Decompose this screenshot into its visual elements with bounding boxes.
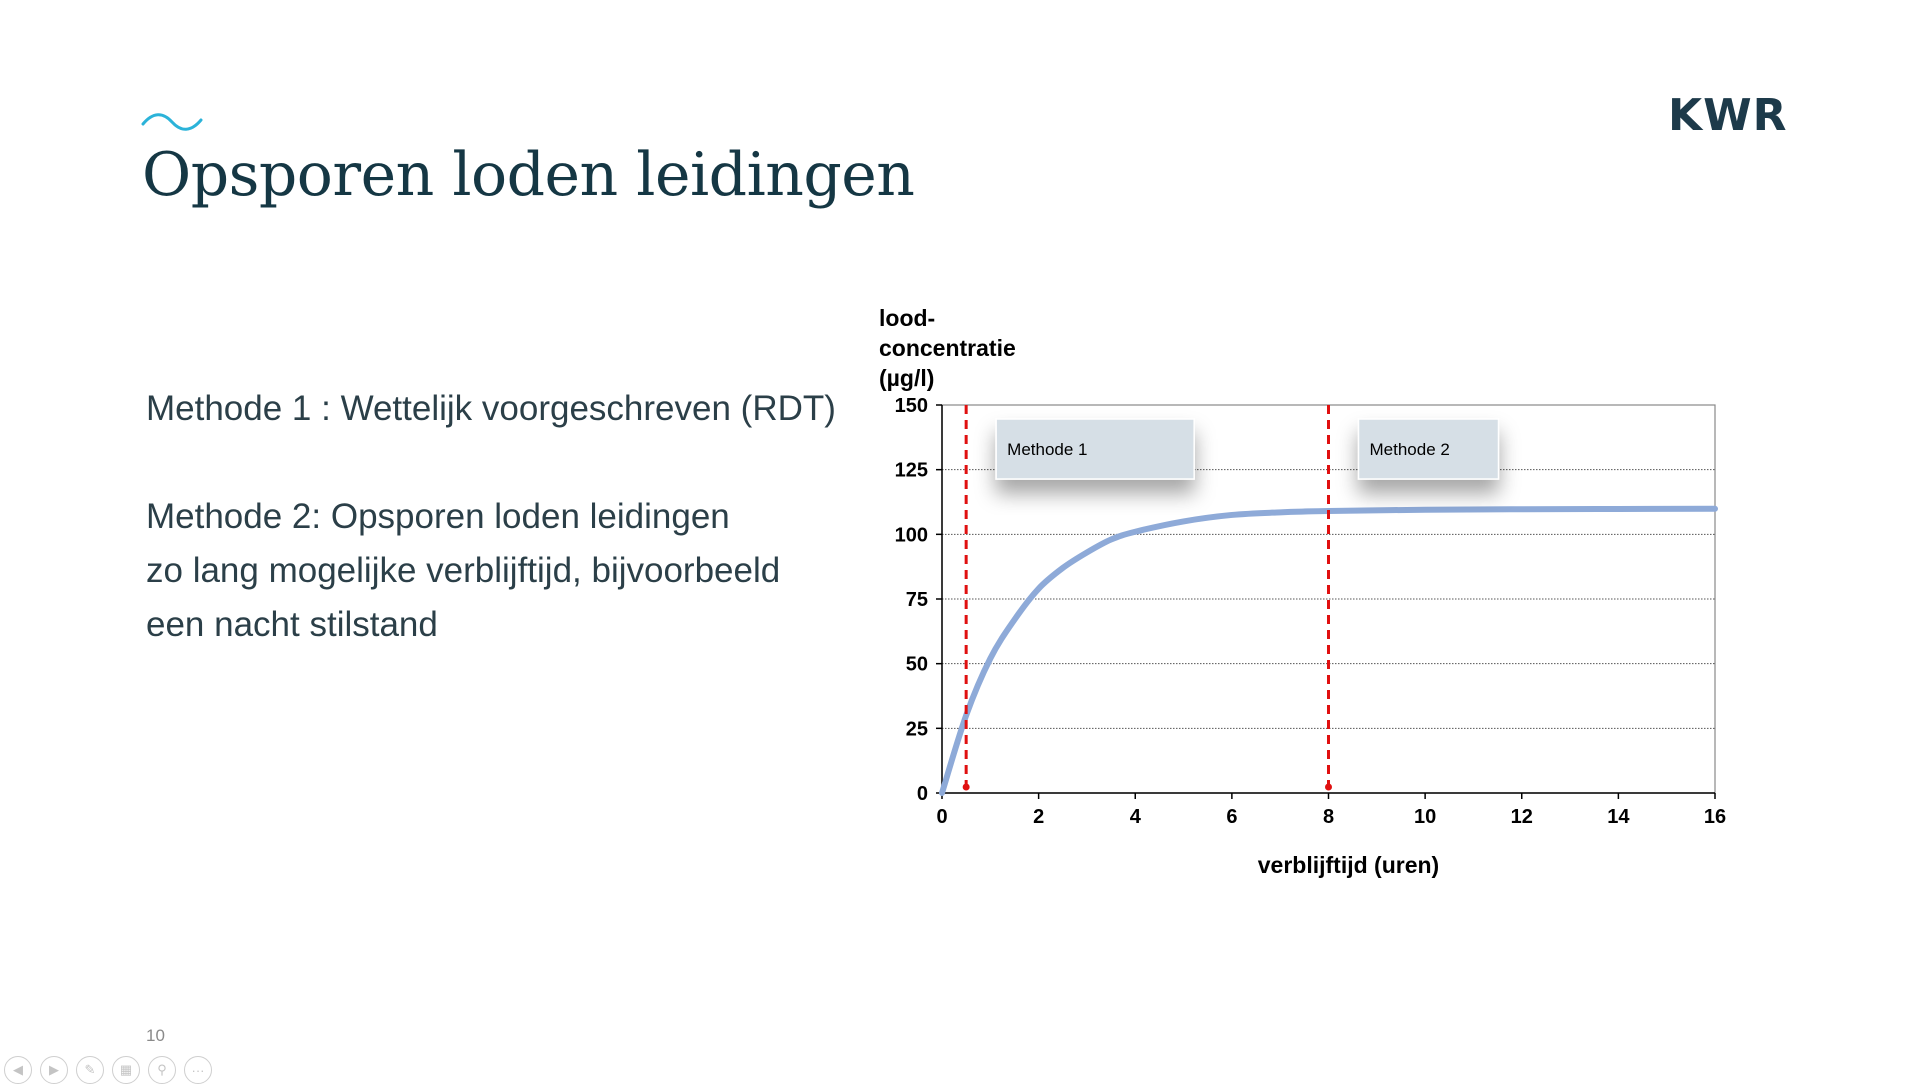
method-2-text: Methode 2: Opsporen loden leidingen [146,497,730,536]
x-tick-label: 10 [1414,806,1437,828]
wave-accent-icon [141,112,203,132]
next-icon[interactable]: ▶ [40,1056,68,1084]
x-tick-label: 14 [1607,806,1630,828]
y-tick-label: 125 [894,459,928,482]
x-tick-label: 6 [1226,806,1238,828]
x-tick-label: 8 [1322,806,1335,828]
x-tick-label: 0 [936,806,948,828]
logo-text: KWR [1668,92,1788,136]
y-tick-label: 150 [894,395,928,417]
body-text [146,382,866,652]
y-tick-label: 75 [905,589,928,611]
spacer [146,436,866,490]
lead-concentration-chart [860,290,1760,910]
y-axis-label: (µg/l) [879,365,935,391]
x-tick-label: 2 [1033,806,1045,828]
x-axis-label: verblijftijd (uren) [1257,852,1440,878]
page-number: 10 [146,1026,165,1045]
kwr-logo [1668,92,1800,136]
y-tick-label: 100 [894,524,928,547]
previous-icon[interactable]: ◀ [4,1056,32,1084]
y-axis-label: lood- [879,305,936,331]
y-axis-label: concentratie [879,335,1016,361]
method-2-detail-1: zo lang mogelijke verblijftijd, bijvoorbeeld [146,551,781,590]
zoom-icon[interactable]: ⚲ [148,1056,176,1084]
x-tick-label: 12 [1510,806,1533,828]
y-tick-label: 50 [905,653,928,676]
marker-label: Methode 2 [1369,440,1450,459]
marker-label: Methode 1 [1007,440,1088,459]
method-2-detail-2: een nacht stilstand [146,605,438,644]
slides-icon[interactable]: ▦ [112,1056,140,1084]
marker-dot [963,784,970,791]
y-tick-label: 0 [916,783,928,805]
method-1-text: Methode 1 : Wettelijk voorgeschreven (RDT) [146,389,836,428]
x-tick-label: 4 [1129,806,1141,828]
y-tick-label: 25 [905,718,928,741]
marker-dot [1325,784,1332,791]
more-icon[interactable]: ··· [184,1056,212,1084]
page-title: Opsporen loden leidingen [142,140,915,210]
pen-icon[interactable]: ✎ [76,1056,104,1084]
x-tick-label: 16 [1703,806,1727,828]
